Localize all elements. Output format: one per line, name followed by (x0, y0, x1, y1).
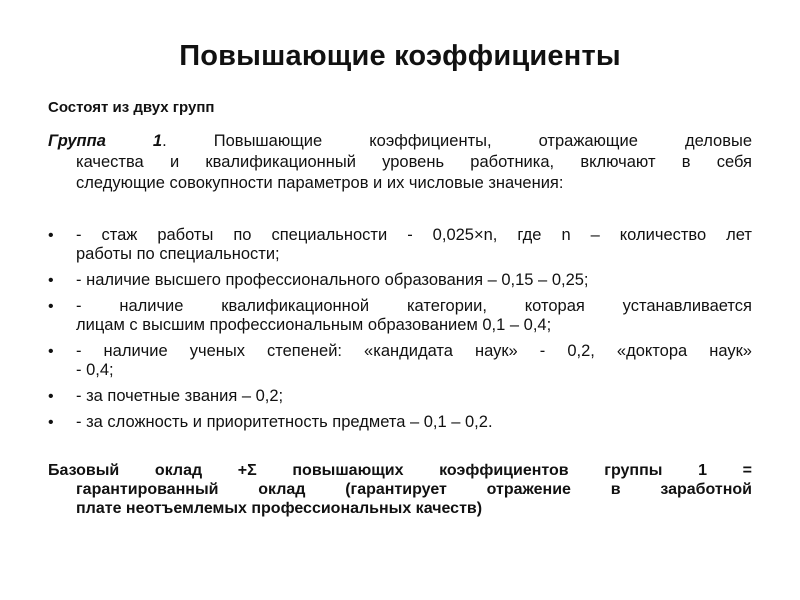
list-item (48, 413, 752, 432)
list-item-line: - за почетные звания – 0,2; (76, 387, 284, 405)
bullet-icon: • (48, 343, 54, 360)
conclusion-paragraph (48, 461, 752, 518)
bullet-icon: • (48, 388, 54, 405)
group-name: Группа 1 (48, 132, 163, 150)
list-item-line: - за сложность и приоритетность предмета – 0,1 – 0,2. (76, 413, 493, 431)
group-intro-line-2: качества и квалификационный уровень работника, включают в себя (76, 153, 752, 171)
conclusion-line: Базовый оклад +Σ повышающих коэффициентов группы 1 = (48, 462, 752, 479)
list-item-line: - 0,4; (76, 361, 114, 379)
group-intro-line-1 (48, 131, 752, 152)
list-item (48, 297, 752, 335)
bullet-icon: • (48, 272, 54, 289)
list-item-line: - наличие квалификационной категории, которая устанавливается (76, 297, 752, 315)
list-item (48, 387, 752, 406)
group-intro-paragraph (48, 131, 752, 194)
group-intro-line-3: следующие совокупности параметров и их числовые значения: (76, 174, 564, 192)
slide-title: Повышающие коэффициенты (179, 40, 621, 72)
subtitle: Состоят из двух групп (48, 99, 215, 116)
conclusion-line: гарантированный оклад (гарантирует отражение в заработной (76, 481, 752, 498)
bullet-icon: • (48, 298, 54, 315)
bullet-icon: • (48, 414, 54, 431)
list-item-line: лицам с высшим профессиональным образованием 0,1 – 0,4; (76, 316, 552, 334)
list-item-line: работы по специальности; (76, 245, 280, 263)
list-item (48, 271, 752, 290)
list-item-line: - наличие ученых степеней: «кандидата наук» - 0,2, «доктора наук» (76, 342, 752, 360)
list-item-line: - стаж работы по специальности - 0,025×n, где n – количество лет (76, 226, 752, 244)
bullet-icon: • (48, 227, 54, 244)
conclusion-line: плате неотъемлемых профессиональных качеств) (76, 500, 483, 517)
bullet-list (48, 226, 752, 439)
group-intro-text-1: . Повышающие коэффициенты, отражающие деловые (162, 132, 753, 150)
list-item (48, 226, 752, 264)
list-item-line: - наличие высшего профессионального образования – 0,15 – 0,25; (76, 271, 589, 289)
list-item (48, 342, 752, 380)
